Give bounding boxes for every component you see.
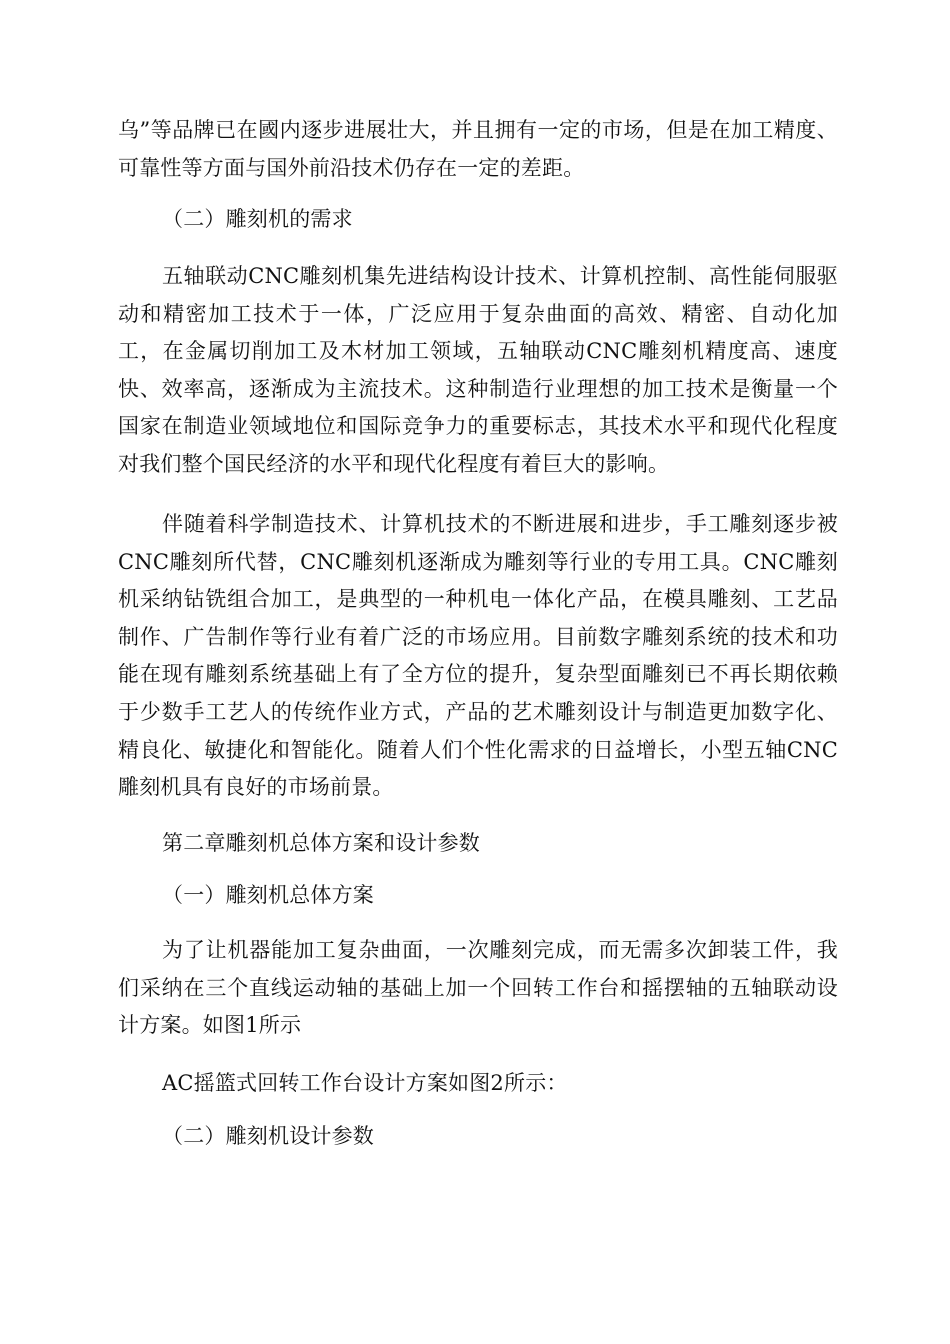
section-heading-demand: （二）雕刻机的需求: [162, 207, 353, 231]
paragraph-cnc-development: 伴随着科学制造技术、计算机技术的不断进展和进步，手工雕刻逐步被CNC雕刻所代替，CNC雕刻机逐渐成为雕刻等行业的专用工具。CNC雕刻机采纳钻铣组合加工，是典型的一种机电一体化产品，在模具雕刻、工艺品制作、广告制作等行业有着广泛的市场应用。目前数字雕刻系统的技术和功能在现有雕刻系统基础上有了全方位的提升，复杂型面雕刻已不再长期依赖于少数手工艺人的传统作业方式，产品的艺术雕刻设计与制造更加数字化、精良化、敏捷化和智能化。随着人们个性化需求的日益增长，小型五轴CNC雕刻机具有良好的市场前景。: [118, 512, 838, 800]
paragraph-design-plan: 为了让机器能加工复杂曲面，一次雕刻完成，而无需多次卸装工件，我们采纳在三个直线运动轴的基础上加一个回转工作台和摇摆轴的五轴联动设计方案。如图1所示: [118, 938, 838, 1038]
continuation-paragraph: 乌”等品牌已在國内逐步进展壮大，并且拥有一定的市场，但是在加工精度、可靠性等方面与国外前沿技术仍存在一定的差距。: [118, 118, 838, 180]
paragraph-rotary-table: AC摇篮式回转工作台设计方案如图2所示：: [162, 1071, 568, 1095]
section-heading-overall-plan: （一）雕刻机总体方案: [162, 883, 374, 907]
paragraph-five-axis-overview: 五轴联动CNC雕刻机集先进结构设计技术、计算机控制、高性能伺服驱动和精密加工技术于一体，广泛应用于复杂曲面的高效、精密、自动化加工，在金属切削加工及木材加工领域，五轴联动CNC雕刻机精度高、速度快、效率高，逐渐成为主流技术。这种制造行业理想的加工技术是衡量一个国家在制造业领域地位和国际竞争力的重要标志，其技术水平和现代化程度对我们整个国民经济的水平和现代化程度有着巨大的影响。: [118, 264, 838, 476]
chapter-title: 第二章雕刻机总体方案和设计参数: [162, 831, 480, 855]
section-heading-parameters: （二）雕刻机设计参数: [162, 1124, 374, 1148]
